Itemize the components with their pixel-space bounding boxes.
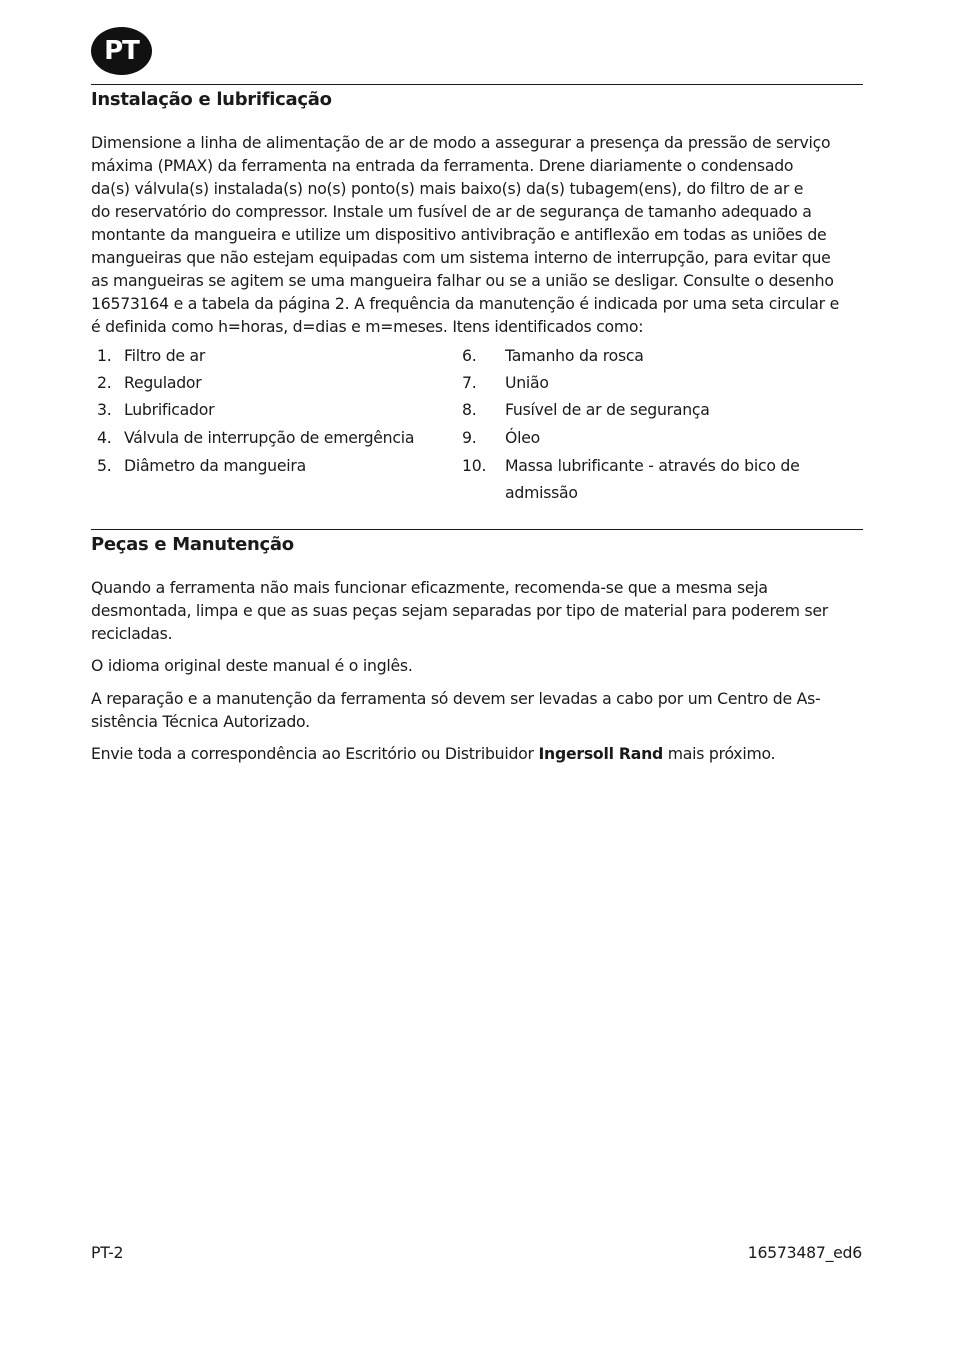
list-item-text: Tamanho da rosca — [505, 346, 644, 365]
section-divider-parts — [91, 529, 863, 530]
list-item-number: 1. — [97, 346, 112, 365]
language-badge — [91, 27, 152, 75]
contact-text-after: mais próximo. — [662, 744, 776, 763]
list-item-number: 8. — [462, 400, 477, 419]
list-item-text: União — [505, 373, 549, 392]
page-number: PT-2 — [91, 1243, 124, 1262]
list-item-number: 10. — [462, 456, 487, 475]
parts-line: A reparação e a manutenção da ferramenta só devem ser levadas a cabo por um Centro de As- — [91, 689, 821, 708]
language-badge-label: PT — [104, 36, 139, 66]
list-item-text: admissão — [505, 483, 578, 502]
installation-line: as mangueiras se agitem se uma mangueira falhar ou se a união se desligar. Consulte o desenho — [91, 271, 834, 290]
list-item-number: 3. — [97, 400, 112, 419]
list-item-number: 5. — [97, 456, 112, 475]
list-item-text: Óleo — [505, 428, 540, 447]
list-item-number: 9. — [462, 428, 477, 447]
installation-paragraph — [91, 131, 863, 338]
installation-line: 16573164 e a tabela da página 2. A frequência da manutenção é indicada por uma seta circular e — [91, 294, 839, 313]
list-item-text: Massa lubrificante - através do bico de — [505, 456, 800, 475]
parts-paragraph-1 — [91, 576, 863, 645]
list-item-number: 7. — [462, 373, 477, 392]
installation-line: da(s) válvula(s) instalada(s) no(s) ponto(s) mais baixo(s) da(s) tubagem(ens), do filtro de ar e — [91, 179, 804, 198]
list-item-number: 6. — [462, 346, 477, 365]
installation-line: é definida como h=horas, d=dias e m=meses. Itens identificados como: — [91, 317, 644, 336]
list-item-text: Regulador — [124, 373, 202, 392]
section-title-parts: Peças e Manutenção — [91, 534, 294, 555]
contact-text-before: Envie toda a correspondência ao Escritório ou Distribuidor — [91, 744, 539, 763]
parts-paragraph-3 — [91, 687, 863, 733]
parts-paragraph-2: O idioma original deste manual é o inglês. — [91, 656, 413, 675]
list-item-text: Filtro de ar — [124, 346, 206, 365]
list-item-number: 2. — [97, 373, 112, 392]
installation-line: do reservatório do compressor. Instale um fusível de ar de segurança de tamanho adequado a — [91, 202, 812, 221]
installation-line: mangueiras que não estejam equipadas com um sistema interno de interrupção, para evitar que — [91, 248, 831, 267]
parts-paragraph-4 — [91, 742, 863, 765]
list-item-number: 4. — [97, 428, 112, 447]
parts-line: sistência Técnica Autorizado. — [91, 712, 310, 731]
parts-line: desmontada, limpa e que as suas peças sejam separadas por tipo de material para poderem ser — [91, 601, 829, 620]
installation-line: Dimensione a linha de alimentação de ar de modo a assegurar a presença da pressão de serviço — [91, 133, 831, 152]
list-item-text: Lubrificador — [124, 400, 215, 419]
section-divider-top — [91, 84, 863, 85]
parts-line: Quando a ferramenta não mais funcionar eficazmente, recomenda-se que a mesma seja — [91, 578, 768, 597]
installation-line: máxima (PMAX) da ferramenta na entrada da ferramenta. Drene diariamente o condensado — [91, 156, 794, 175]
list-item-text: Fusível de ar de segurança — [505, 400, 710, 419]
section-title-installation: Instalação e lubrificação — [91, 89, 332, 110]
installation-line: montante da mangueira e utilize um dispositivo antivibração e antiflexão em todas as uniões de — [91, 225, 827, 244]
parts-line: recicladas. — [91, 624, 173, 643]
document-id: 16573487_ed6 — [747, 1243, 862, 1262]
brand-name: Ingersoll Rand — [538, 744, 663, 763]
list-item-text: Válvula de interrupção de emergência — [124, 428, 415, 447]
list-item-text: Diâmetro da mangueira — [124, 456, 306, 475]
